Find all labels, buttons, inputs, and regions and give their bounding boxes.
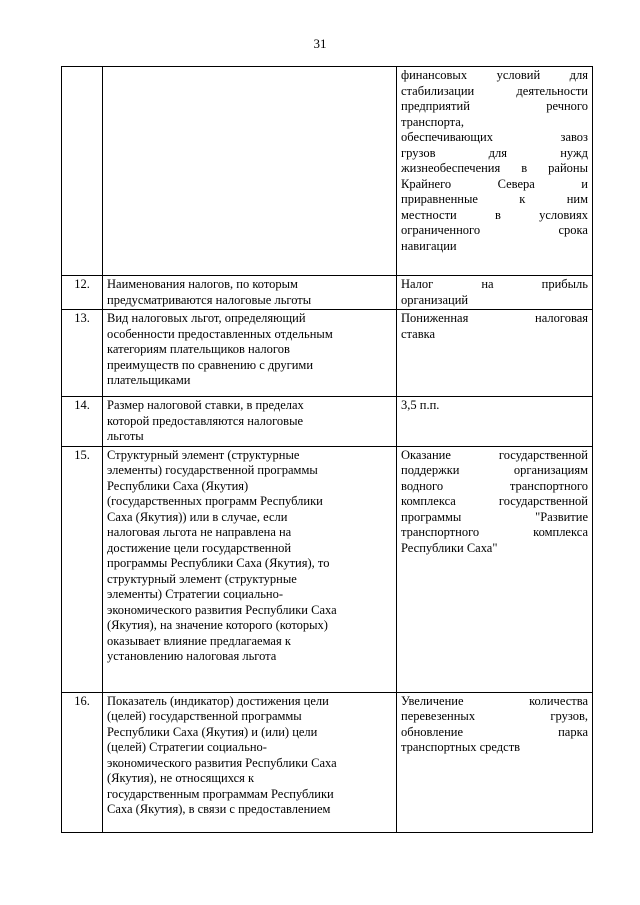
label-line: преимуществ по сравнению с другими (107, 357, 314, 372)
label-line: установлению налоговая льгота (107, 649, 277, 663)
label-line: (целей) Стратегии социально- (107, 740, 267, 754)
label-line: категориям плательщиков налогов (107, 342, 290, 356)
value-line: финансовых условий для (401, 68, 588, 82)
row-number: 13. (62, 310, 103, 397)
label-line: Вид налоговых льгот, определяющий (107, 311, 306, 325)
label-line: элементы) Стратегии социально- (107, 587, 284, 601)
value-line: транспорта, (401, 114, 464, 129)
value-line: ограниченного срока (401, 223, 588, 237)
row-number (62, 67, 103, 276)
value-line: водного транспортного (401, 478, 588, 493)
value-line: ставка (401, 326, 436, 341)
label-line: Наименования налогов, по которым (107, 277, 298, 291)
value-line: Крайнего Севера и (401, 176, 588, 191)
row-label (103, 310, 397, 397)
value-line: Увеличение количества (401, 693, 588, 708)
value-line: навигации (401, 238, 457, 253)
label-line: (Якутия), на значение которого (которых) (107, 618, 328, 632)
row-number: 15. (62, 446, 103, 692)
value-line: 3,5 п.п. (401, 398, 440, 412)
label-line: льготы (107, 429, 144, 443)
value-line: Республики Саха" (401, 540, 498, 555)
label-line: Республики Саха (Якутия) (107, 478, 249, 493)
label-line: которой предоставляются налоговые (107, 413, 304, 428)
label-line: (государственных программ Республики (107, 494, 323, 508)
value-line: жизнеобеспечения в районы (401, 161, 588, 175)
table-row (62, 67, 593, 276)
label-line: особенности предоставленных отдельным (107, 326, 333, 341)
value-line: организаций (401, 292, 469, 307)
row-label (103, 67, 397, 276)
label-line: Структурный элемент (структурные (107, 447, 300, 462)
value-line: Пониженная налоговая (401, 311, 588, 325)
table-row (62, 446, 593, 692)
row-number: 12. (62, 276, 103, 310)
row-number: 14. (62, 397, 103, 447)
row-label (103, 692, 397, 832)
row-label (103, 276, 397, 310)
label-line: Саха (Якутия), в связи с предоставлением (107, 802, 331, 816)
label-line: (целей) государственной программы (107, 709, 302, 723)
label-line: налоговая льгота не направлена на (107, 525, 292, 539)
label-line: элементы) государственной программы (107, 463, 318, 477)
label-line: Показатель (индикатор) достижения цели (107, 693, 329, 708)
label-line: предусматриваются налоговые льготы (107, 292, 312, 307)
row-value (397, 310, 593, 397)
label-line: Республики Саха (Якутия) и (или) цели (107, 724, 318, 739)
label-line: Размер налоговой ставки, в пределах (107, 398, 304, 412)
value-line: поддержки организациям (401, 463, 588, 477)
value-line: обновление парка (401, 724, 588, 739)
value-line: Налог на прибыль (401, 277, 588, 291)
label-line: экономического развития Республики Саха (107, 602, 337, 617)
label-line: государственным программам Республики (107, 786, 334, 801)
value-line: обеспечивающих завоз (401, 130, 588, 144)
label-line: экономического развития Республики Саха (107, 755, 337, 770)
label-line: оказывает влияние предлагаемая к (107, 633, 291, 648)
value-line: грузов для нужд (401, 145, 588, 160)
row-value (397, 446, 593, 692)
value-line: приравненные к ним (401, 192, 588, 206)
row-value (397, 397, 593, 447)
tax-benefit-table (61, 66, 593, 833)
row-label (103, 397, 397, 447)
value-line: Оказание государственной (401, 447, 588, 462)
table-row (62, 276, 593, 310)
value-line: транспортных средств (401, 740, 521, 754)
label-line: достижение цели государственной (107, 540, 292, 555)
value-line: стабилизации деятельности (401, 83, 588, 98)
label-line: программы Республики Саха (Якутия), то (107, 556, 330, 570)
table-row (62, 692, 593, 832)
value-line: перевезенных грузов, (401, 709, 588, 723)
value-line: местности в условиях (401, 207, 588, 222)
value-line: программы "Развитие (401, 509, 588, 524)
value-line: предприятий речного (401, 99, 588, 113)
value-line: транспортного комплекса (401, 525, 588, 539)
page-number: 31 (313, 36, 327, 51)
row-value (397, 67, 593, 276)
row-value (397, 276, 593, 310)
label-line: плательщиками (107, 373, 191, 387)
table-row (62, 310, 593, 397)
row-number: 16. (62, 692, 103, 832)
table-row (62, 397, 593, 447)
row-label (103, 446, 397, 692)
row-value (397, 692, 593, 832)
value-line: комплекса государственной (401, 494, 588, 508)
label-line: Саха (Якутия)) или в случае, если (107, 509, 288, 524)
label-line: структурный элемент (структурные (107, 571, 297, 586)
label-line: (Якутия), не относящихся к (107, 771, 255, 785)
